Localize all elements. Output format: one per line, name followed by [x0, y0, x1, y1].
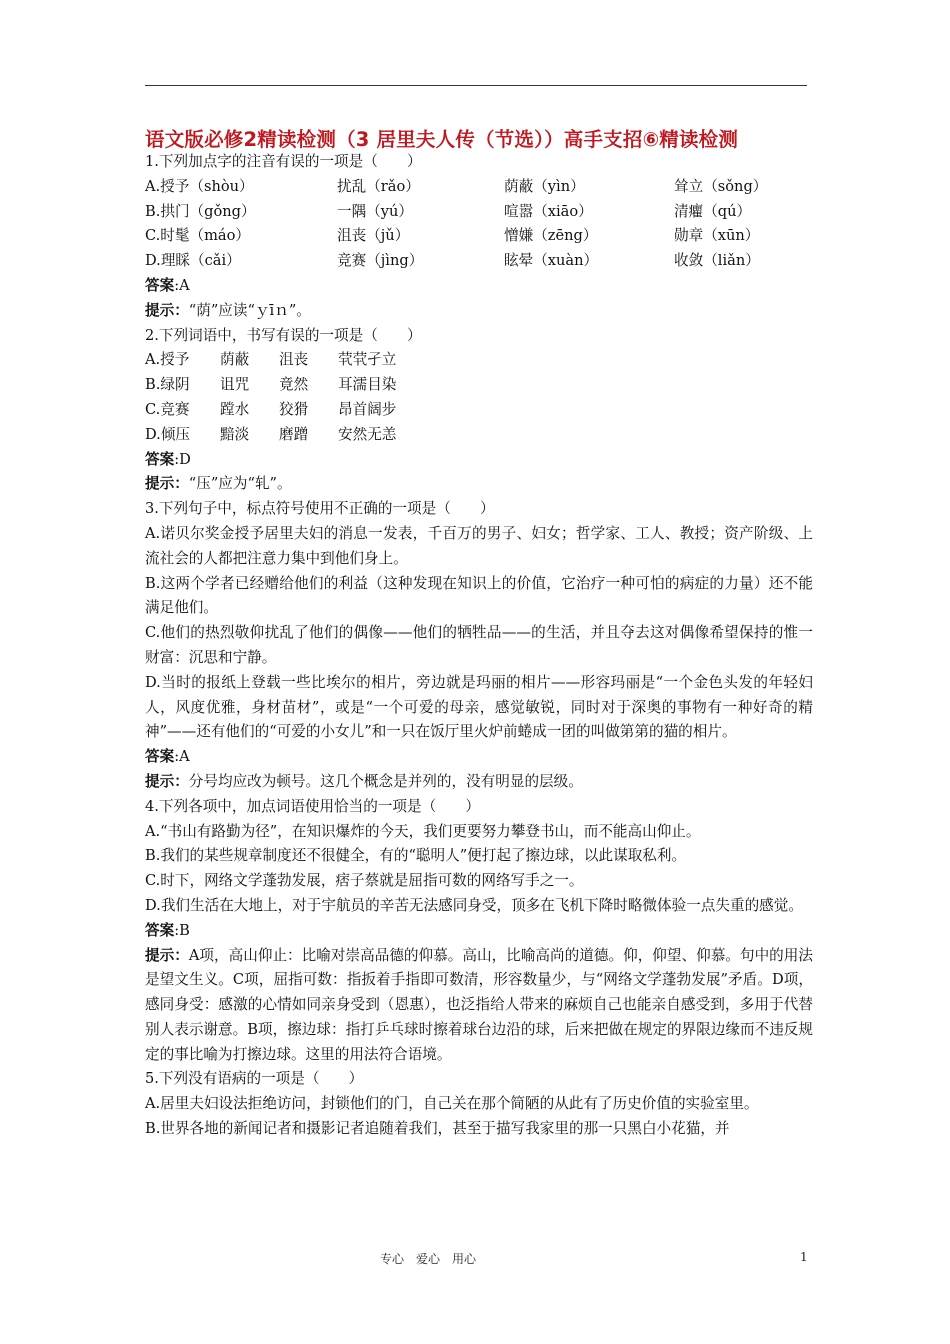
q2-answer: 答案:D	[145, 450, 191, 468]
q1-stem: 1.下列加点字的注音有误的一项是（ ）	[145, 153, 422, 170]
q3-option-c: C.他们的热烈敬仰扰乱了他们的偶像——他们的牺牲品——的生活，并且夺去这对偶像希望保持的惟一财富：沉思和宁静。	[145, 624, 813, 666]
q2-hint: 提示：“压”应为“轧”。	[145, 475, 292, 493]
q5-stem: 5.下列没有语病的一项是（ ）	[145, 1070, 364, 1088]
q4-option-c: C.时下，网络文学蓬勃发展，痞子蔡就是屈指可数的网络写手之一。	[145, 872, 584, 890]
q4-option-d: D.我们生活在大地上，对于宇航员的辛苦无法感同身受，顶多在飞机下降时略微体验一点失重的感觉。	[145, 896, 803, 914]
q2-option-d: D.倾压 黯淡 磨蹭 安然无恙	[145, 425, 397, 443]
q3-hint: 提示：分号均应改为顿号。这几个概念是并列的，没有明显的层级。	[145, 772, 583, 790]
q1-option-d: D.理睬（cǎi） 竞赛（jìng） 眩晕（xuàn） 收敛（liǎn）	[145, 252, 760, 270]
q2-option-c: C.竞赛 蹚水 狡猾 昂首阔步	[145, 400, 397, 418]
q2-stem: 2.下列词语中，书写有误的一项是（ ）	[145, 326, 422, 344]
q4-stem: 4.下列各项中，加点词语使用恰当的一项是（ ）	[145, 797, 480, 815]
q4-option-b: B.我们的某些规章制度还不很健全，有的“聪明人”便打起了擦边球，以此谋取私利。	[145, 847, 687, 865]
q4-answer: 答案:B	[145, 921, 190, 939]
q1-option-c: C.时髦（máo） 沮丧（jǔ） 憎嫌（zēng） 勋章（xūn）	[145, 227, 760, 245]
q4-hint: 提示：A项，高山仰止：比喻对崇高品德的仰慕。高山，比喻高尚的道德。仰，仰望、仰慕。句中的用法是望文生义。C项，屈指可数：指扳着手指即可数清，形容数量少，与“网络文学蓬勃发展”矛盾。D项，感同身受：感激的心情如同亲身受到（恩惠），也泛指给人带来的麻烦自己也能亲自感受到，多用于代替别人表示谢意。B项，擦边球：指打乒乓球时擦着球台边沿的球，后来把做在规定的界限边缘而不违反规定的事比喻为打擦边球。这里的用法符合语境。	[145, 946, 813, 1063]
q5-option-a: A.居里夫妇设法拒绝访问，封锁他们的门，自己关在那个简陋的从此有了历史价值的实验室里。	[145, 1095, 759, 1113]
q4-option-a: A.“书山有路勤为径”，在知识爆炸的今天，我们更要努力攀登书山，而不能高山仰止。	[145, 822, 701, 840]
document-body	[145, 150, 813, 1142]
q3-option-a: A.诺贝尔奖金授予居里夫妇的消息一发表，千百万的男子、妇女；哲学家、工人、教授；资产阶级、上流社会的人都把注意力集中到他们身上。	[145, 524, 813, 567]
page-number: 1	[800, 1250, 808, 1264]
q1-option-b: B.拱门（gǒng） 一隅（yú） 喧嚣（xiāo） 清癯（qú）	[145, 202, 752, 220]
q3-option-d: D.当时的报纸上登载一些比埃尔的相片，旁边就是玛丽的相片——形容玛丽是“一个金色头发的年轻妇人，风度优雅，身材苗材”，或是“一个可爱的母亲，感觉敏锐，同时对于深奥的事物有一种好奇的精神”——还有他们的“可爱的小女儿”和一只在饭厅里火炉前蜷成一团的叫做第第的猫的相片。	[145, 673, 813, 741]
q1-answer: 答案:A	[145, 276, 190, 294]
q5-option-b: B.世界各地的新闻记者和摄影记者追随着我们，甚至于描写我家里的那一只黑白小花猫，并	[145, 1120, 730, 1138]
q3-option-b: B.这两个学者已经赠给他们的利益（这种发现在知识上的价值，它治疗一种可怕的病症的力量）还不能满足他们。	[145, 574, 813, 617]
page-title: 语文版必修2精读检测（3 居里夫人传（节选））高手支招⑥精读检测	[145, 128, 739, 151]
q2-option-b: B.绿阴 诅咒 竟然 耳濡目染	[145, 376, 397, 394]
q3-stem: 3.下列句子中，标点符号使用不正确的一项是（ ）	[145, 500, 495, 518]
q1-hint: 提示：“荫”应读“ｙīｎ”。	[145, 301, 311, 319]
footer-motto: 专心 爱心 用心	[380, 1252, 477, 1266]
q1-option-a: A.授予（shòu） 扰乱（rǎo） 荫蔽（yìn） 耸立（sǒng）	[145, 177, 768, 195]
q3-answer: 答案:A	[145, 748, 190, 766]
q2-option-a: A.授予 荫蔽 沮丧 茕茕孑立	[145, 351, 397, 369]
header-rule	[145, 85, 807, 86]
